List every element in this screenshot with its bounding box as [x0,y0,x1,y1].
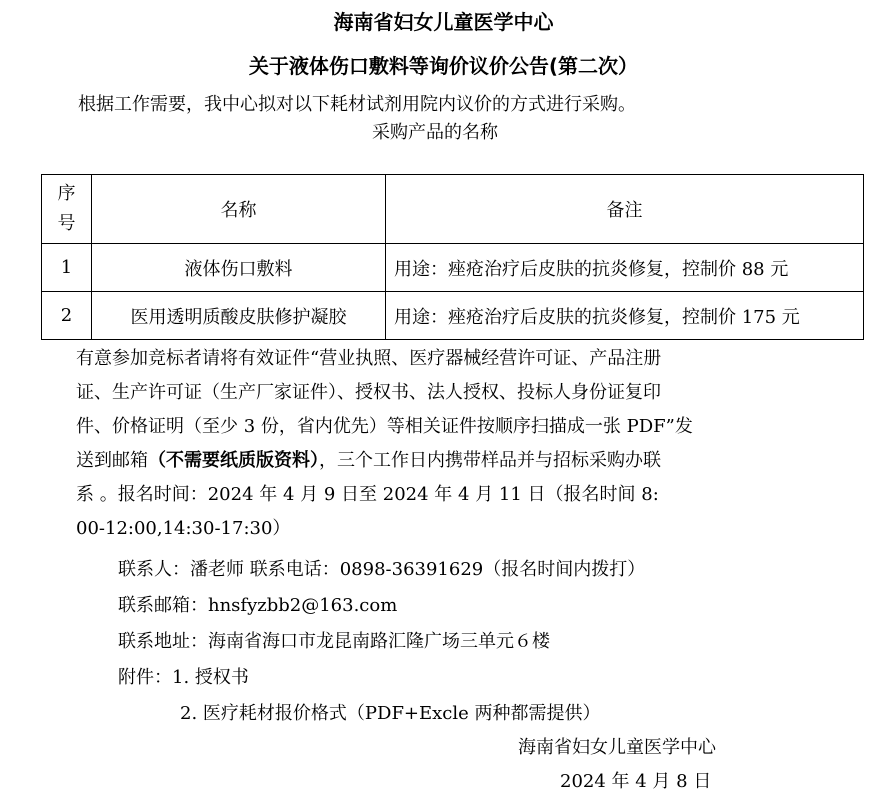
contact-address: 联系地址：海南省海口市龙昆南路汇隆广场三单元６楼 [118,631,550,652]
header-name: 名称 [92,175,386,244]
header-seq [42,175,92,244]
row-seq: 1 [42,244,92,292]
attachment-1: 附件：1. 授权书 [118,667,249,688]
row-seq: 2 [42,292,92,340]
row-name: 液体伤口敷料 [92,244,386,292]
no-paper-note: （不需要纸质版资料） [148,450,319,471]
body-line-4-pre: 送到邮箱 [76,450,148,471]
header-seq-line1: 序 [57,183,76,204]
table-row [42,292,864,340]
body-line-2: 证、生产许可证（生产厂家证件）、授权书、法人授权、投标人身份证复印 [76,382,661,403]
intro-line: 根据工作需要，我中心拟对以下耗材试剂用院内议价的方式进行采购。 [78,94,636,115]
header-remark: 备注 [386,175,864,244]
intro-subheading: 采购产品的名称 [372,122,498,143]
body-line-1: 有意参加竞标者请将有效证件“营业执照、医疗器械经营许可证、产品注册 [76,348,662,369]
product-table [41,174,864,340]
body-line-4-post: ，三个工作日内携带样品并与招标采购办联 [319,450,661,471]
body-line-5: 系 。报名时间：2024 年 4 月 9 日至 2024 年 4 月 11 日（报名时间 8: [76,484,659,505]
footer-org: 海南省妇女儿童医学中心 [518,737,716,758]
body-line-4 [76,446,661,472]
body-line-3: 件、价格证明（至少 3 份，省内优先）等相关证件按顺序扫描成一张 PDF”发 [76,416,693,437]
footer-date: 2024 年 4 月 8 日 [560,771,712,792]
contact-person: 联系人：潘老师 联系电话：0898-36391629（报名时间内拨打） [118,559,646,580]
row-remark: 用途：痤疮治疗后皮肤的抗炎修复，控制价 88 元 [386,244,864,292]
row-name: 医用透明质酸皮肤修护凝胶 [92,292,386,340]
row-remark: 用途：痤疮治疗后皮肤的抗炎修复，控制价 175 元 [386,292,864,340]
contact-email: 联系邮箱：hnsfyzbb2@163.com [118,595,398,616]
attachment-2: 2. 医疗耗材报价格式（PDF+Excle 两种都需提供） [180,703,601,724]
table-header-row [42,175,864,244]
org-title: 海南省妇女儿童医学中心 [333,10,554,34]
notice-title: 关于液体伤口敷料等询价议价公告(第二次） [248,54,639,78]
header-seq-line2: 号 [57,213,76,234]
body-line-6: 00-12:00,14:30-17:30） [76,518,291,539]
table-row [42,244,864,292]
